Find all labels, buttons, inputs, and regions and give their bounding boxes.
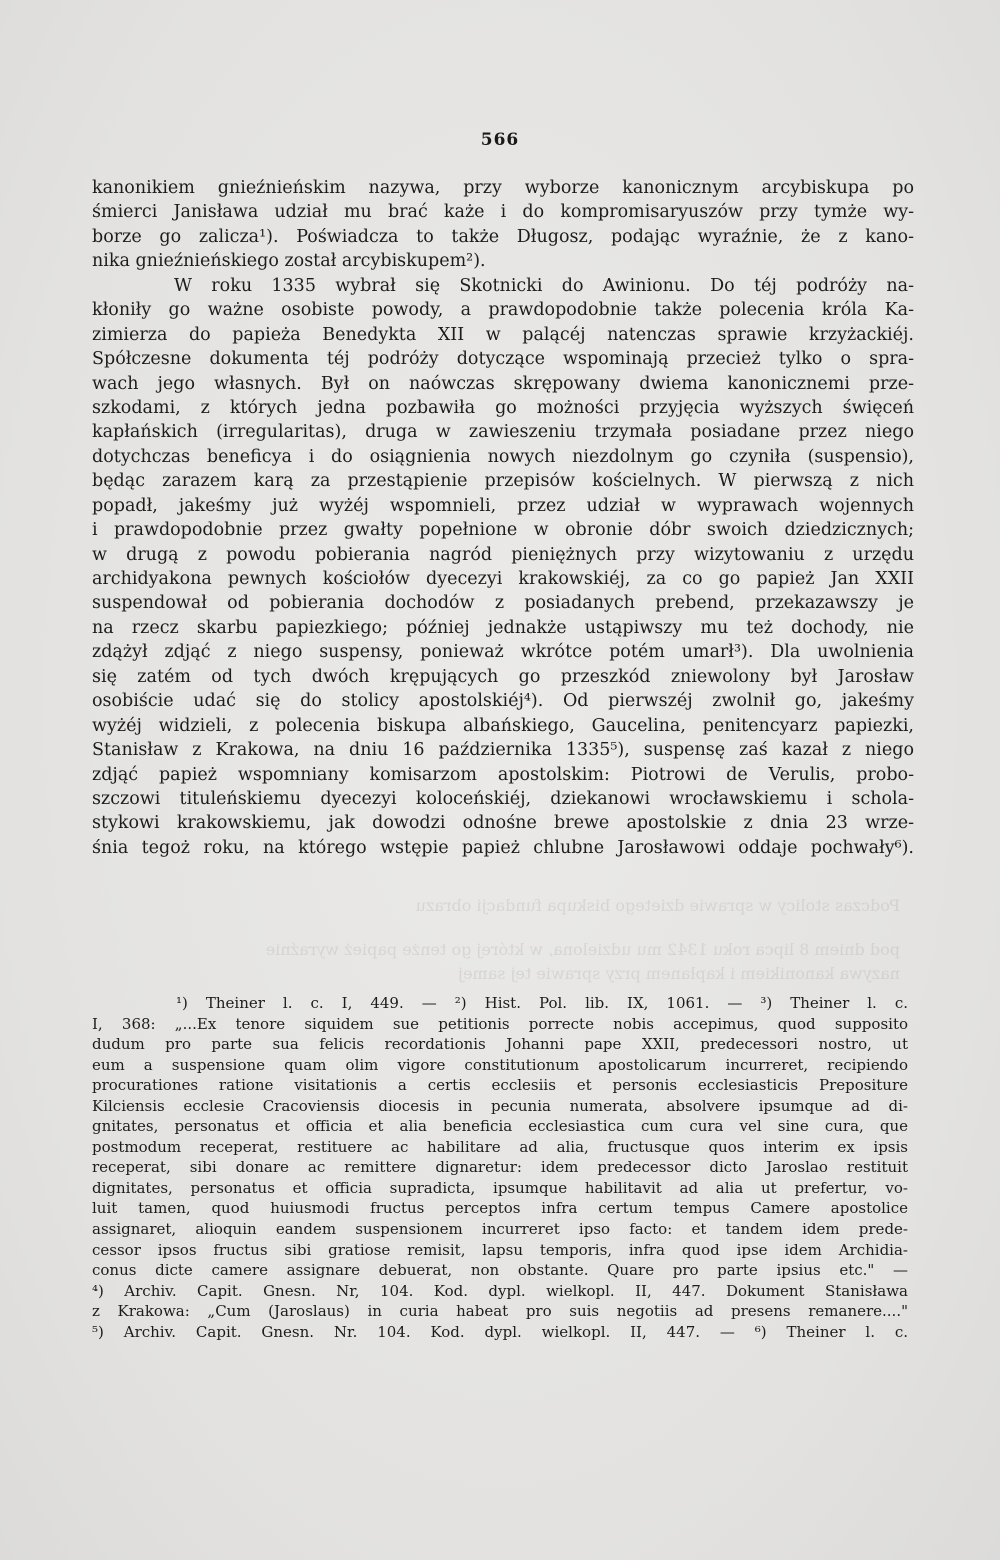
body-line: borze go zalicza¹). Poświadcza to także Długosz, podając wyraźnie, że z kano- (92, 226, 914, 247)
body-line: wach jego własnych. Był on naówczas skrępowany dwiema kanonicznemi prze- (92, 373, 914, 394)
body-line: zdjąć papież wspomniany komisarzom apostolskim: Piotrowi de Verulis, probo- (92, 764, 914, 785)
body-line: zdążył zdjąć z niego suspensy, ponieważ wkrótce potém umarł³). Dla uwolnienia (92, 642, 914, 663)
footnote-line: receperat, sibi donare ac remittere dignaretur: idem predecessor dicto Jaroslao restituit (92, 1158, 908, 1177)
body-line: zimierza do papieża Benedykta XII w palącéj natenczas sprawie krzyżackiéj. (92, 324, 914, 345)
footnote-line: cessor ipsos fructus sibi gratiose remisit, lapsu temporis, infra quod ipse idem Archidia- (92, 1240, 908, 1259)
footnote-line: ¹) Theiner l. c. I, 449. — ²) Hist. Pol. lib. IX, 1061. — ³) Theiner l. c. (176, 994, 908, 1012)
bleed-through-text: nazywa kanonikiem i kapłanem przy sprawie tej samej (458, 964, 900, 983)
footnote-line: postmodum receperat, restituere ac habilitare ad alia, fructusque quos interim ex ipsis (92, 1137, 908, 1156)
main-body-text (92, 176, 914, 860)
footnote-line: conus dicte camere assignare debuerat, non obstante. Quare pro parte ipsius etc." — (92, 1261, 908, 1280)
body-line: śmierci Janisława udział mu brać każe i do kompromisaryuszów przy tymże wy- (92, 202, 914, 223)
body-line: na rzecz skarbu papiezkiego; później jednakże ustąpiwszy mu też dochody, nie (92, 617, 914, 638)
body-line: w drugą z powodu pobierania nagród pieniężnych przy wizytowaniu z urzędu (92, 544, 914, 565)
footnote-line: z Krakowa: „Cum (Jaroslaus) in curia habeat pro suis negotiis ad presens remanere...." (92, 1302, 908, 1321)
page-number: 566 (480, 130, 520, 150)
footnote-line: ⁵) Archiv. Capit. Gnesn. Nr. 104. Kod. dypl. wielkopl. II, 447. — ⁶) Theiner l. c. (92, 1322, 908, 1341)
body-line: kapłańskich (irregularitas), druga w zawieszeniu trzymała posiadane przez niego (92, 422, 914, 443)
body-line: i prawdopodobnie przez gwałty popełnione w obronie dóbr swoich dziedzicznych; (92, 520, 914, 541)
footnote-line: procurationes ratione visitationis a certis ecclesiis et personis ecclesiasticis Prepositure (92, 1076, 908, 1095)
body-line: się zatém od tych dwóch krępujących go przeszkód zniewolony był Jarosław (92, 666, 914, 687)
body-line: kanonikiem gnieźnieńskim nazywa, przy wyborze kanonicznym arcybiskupa po (92, 178, 914, 198)
footnote-line: ⁴) Archiv. Capit. Gnesn. Nr, 104. Kod. dypl. wielkopl. II, 447. Dokument Stanisława (92, 1281, 908, 1300)
body-line: Spółczesne dokumenta téj podróży dotyczące wspominają przecież tylko o spra- (92, 349, 914, 370)
footnote-line: eum a suspensione quam olim vigore constitutionum apostolicarum incurreret, recipiendo (92, 1055, 908, 1074)
footnote-line: assignaret, alioquin eandem suspensionem incurreret ipso facto: et tandem idem prede- (92, 1220, 908, 1239)
body-line: dotychczas beneficya i do osiągnienia nowych niezdolnym go czyniła (suspensio), (92, 446, 914, 467)
footnote-line: Kilciensis ecclesie Cracoviensis diocesis in pecunia numerata, absolvere ipsumque ad di- (92, 1096, 908, 1115)
footnote-line: luit tamen, quod huiusmodi fructus perceptos infra certum tempus Camere apostolice (92, 1199, 908, 1218)
body-line: szkodami, z których jedna pozbawiła go możności przyjęcia wyższych święceń (92, 397, 914, 418)
body-line: śnia tegoż roku, na którego wstępie papież chlubne Jarosławowi oddaje pochwały⁶). (92, 837, 914, 858)
footnotes (92, 993, 908, 1342)
body-line: Stanisław z Krakowa, na dniu 16 października 1335⁵), suspensę zaś kazał z niego (92, 740, 914, 761)
body-line: kłoniły go ważne osobiste powody, a prawdopodobnie także polecenia króla Ka- (92, 300, 914, 321)
footnote-line: dignitates, personatus et officia supradicta, ipsumque habilitavit ad alia ut prefertur, vo- (92, 1178, 908, 1197)
footnote-line: gnitates, personatus et officia et alia beneficia ecclesiastica cum cura vel sine cura, que (92, 1117, 908, 1136)
body-line: nika gnieźnieńskiego został arcybiskupem²). (92, 251, 486, 272)
body-line: popadł, jakeśmy już wyżéj wspomnieli, przez udział w wyprawach wojennych (92, 495, 914, 516)
footnote-line: I, 368: „...Ex tenore siquidem sue petitionis porrecte nobis accepimus, quod supposito (92, 1014, 908, 1033)
body-line: suspendował od pobierania dochodów z posiadanych prebend, przekazawszy je (92, 593, 914, 614)
body-line: szczowi tituleńskiemu dyecezyi koloceńskiéj, dziekanowi wrocławskiemu i schola- (92, 788, 914, 809)
body-line: W roku 1335 wybrał się Skotnicki do Awinionu. Do téj podróży na- (174, 275, 914, 296)
body-line: archidyakona pewnych kościołów dyecezyi krakowskiéj, za co go papież Jan XXII (92, 569, 914, 589)
bleed-through-text: pod dniem 8 lipca roku 1342 mu udzielona, w której go tenże papież wyraźnie (265, 940, 900, 959)
body-line: stykowi krakowskiemu, jak dowodzi odnośne brewe apostolskie z dnia 23 wrze- (92, 813, 914, 834)
bleed-through-text: Podczas stolicy w sprawie dzietego biskupa fundacji obrazu (415, 896, 900, 915)
body-line: osobiście udać się do stolicy apostolskiéj⁴). Od pierwszéj zwolnił go, jakeśmy (92, 691, 914, 712)
body-line: wyżéj widzieli, z polecenia biskupa albańskiego, Gaucelina, penitencyarz papiezki, (92, 715, 914, 736)
footnote-line: dudum pro parte sua felicis recordationis Johanni pape XXII, predecessori nostro, ut (92, 1035, 908, 1054)
body-line: będąc zarazem karą za przestąpienie przepisów kościelnych. W pierwszą z nich (92, 471, 914, 492)
